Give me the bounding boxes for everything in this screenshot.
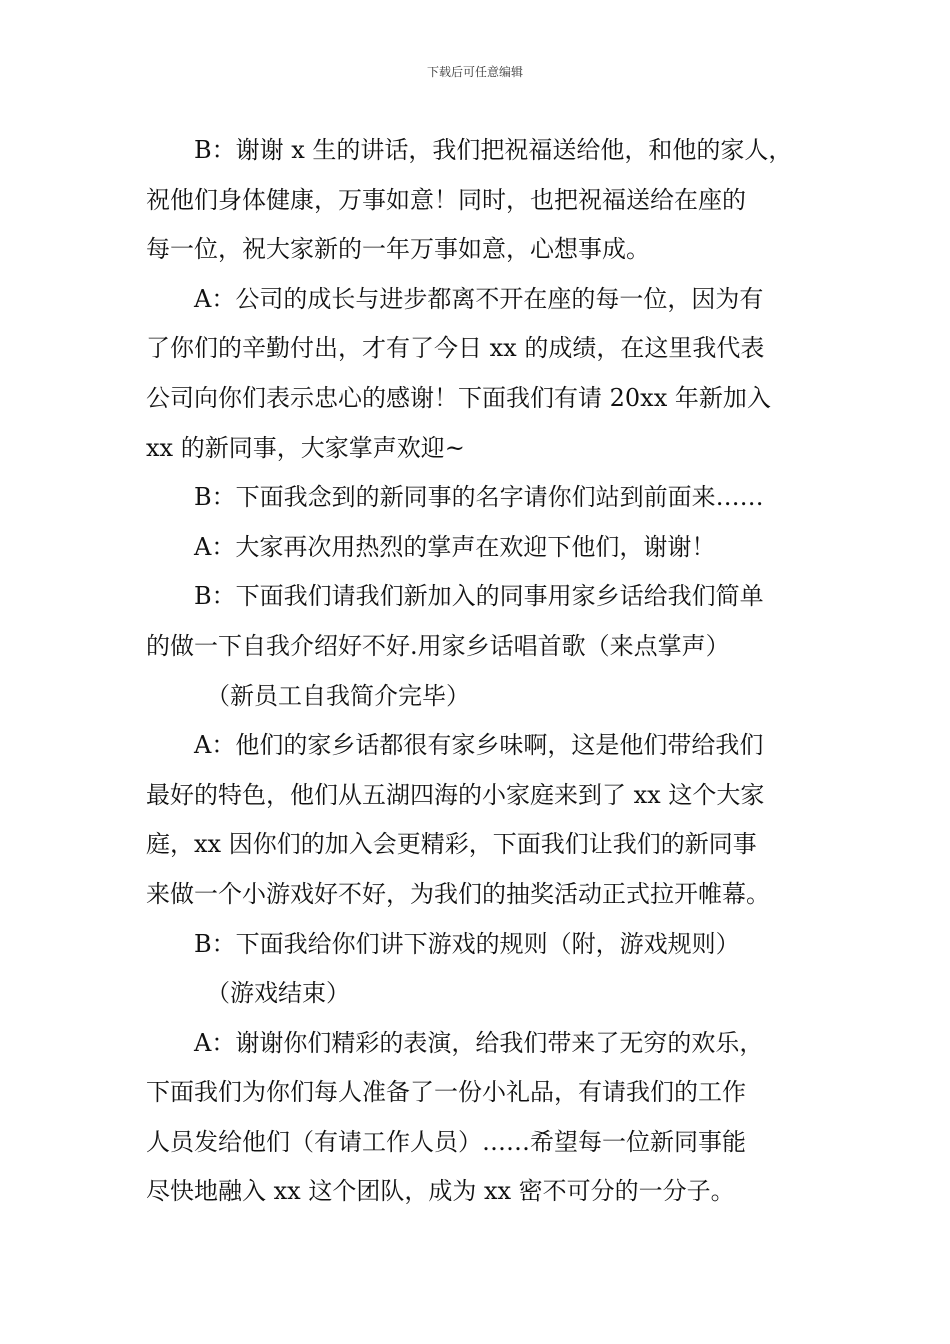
text-line: 人员发给他们（有请工作人员）……希望每一位新同事能 (146, 1127, 746, 1156)
text-line: A：他们的家乡话都很有家乡味啊，这是他们带给我们 (194, 731, 764, 760)
text-line: 最好的特色，他们从五湖四海的小家庭来到了 xx 这个大家 (146, 780, 765, 809)
text-line: 每一位，祝大家新的一年万事如意，心想事成。 (146, 235, 650, 264)
text-line: 来做一个小游戏好不好，为我们的抽奖活动正式拉开帷幕。 (146, 879, 770, 908)
page-header-note: 下载后可任意编辑 (426, 65, 523, 79)
text-line: （新员工自我简介完毕） (206, 681, 470, 710)
text-line: B：下面我念到的新同事的名字请你们站到前面来…… (194, 483, 764, 512)
text-line: B：下面我们请我们新加入的同事用家乡话给我们简单 (194, 582, 764, 611)
text-line: 尽快地融入 xx 这个团队，成为 xx 密不可分的一分子。 (146, 1177, 735, 1206)
text-line: 庭，xx 因你们的加入会更精彩，下面我们让我们的新同事 (146, 830, 757, 859)
text-line: 了你们的辛勤付出，才有了今日 xx 的成绩，在这里我代表 (146, 334, 765, 363)
text-line: B：谢谢 x 生的讲话，我们把祝福送给他，和他的家人， (194, 136, 793, 164)
text-line: B：下面我给你们讲下游戏的规则（附，游戏规则） (194, 929, 740, 958)
text-line: A：大家再次用热烈的掌声在欢迎下他们，谢谢！ (194, 532, 716, 561)
text-line: xx 的新同事，大家掌声欢迎~ (146, 433, 465, 462)
text-line: 的做一下自我介绍好不好.用家乡话唱首歌（来点掌声） (146, 631, 730, 660)
text-line: A：谢谢你们精彩的表演，给我们带来了无穷的欢乐， (194, 1028, 764, 1057)
text-line: A：公司的成长与进步都离不开在座的每一位，因为有 (194, 284, 764, 313)
text-line: 公司向你们表示忠心的感谢！下面我们有请 20xx 年新加入 (146, 383, 771, 412)
text-line: （游戏结束） (206, 979, 350, 1008)
text-line: 下面我们为你们每人准备了一份小礼品，有请我们的工作 (146, 1078, 746, 1107)
text-line: 祝他们身体健康，万事如意！同时，也把祝福送给在座的 (146, 185, 746, 214)
document-body (146, 126, 816, 1217)
